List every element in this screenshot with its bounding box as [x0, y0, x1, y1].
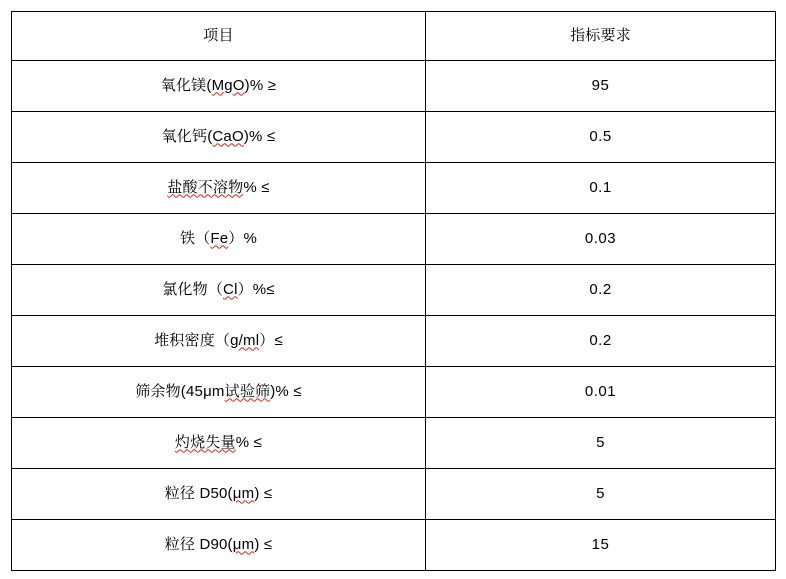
row-item-term: 灼烧失量 [174, 433, 236, 451]
row-item-term: 试验筛 [224, 382, 271, 400]
table-row [12, 61, 776, 112]
row-item-label [12, 418, 426, 469]
row-item-prefix: 氯化物（ [162, 280, 224, 298]
row-item-suffix: )% ≥ [244, 76, 277, 94]
row-item-prefix: 粒径 D50( [164, 484, 233, 502]
row-value: 15 [426, 520, 776, 571]
row-item-prefix: 筛余物(45μm [135, 382, 225, 400]
table-row [12, 316, 776, 367]
table-body [12, 61, 776, 571]
row-value: 0.1 [426, 163, 776, 214]
row-item-label [12, 520, 426, 571]
row-item-term: μm [232, 484, 255, 502]
table-row [12, 163, 776, 214]
table-row [12, 214, 776, 265]
row-item-suffix: )% ≤ [243, 127, 276, 145]
row-value: 0.03 [426, 214, 776, 265]
row-item-prefix: 氧化镁( [160, 76, 212, 94]
row-value: 0.2 [426, 316, 776, 367]
table-row [12, 469, 776, 520]
row-value: 5 [426, 469, 776, 520]
table-row [12, 112, 776, 163]
table-row [12, 367, 776, 418]
table-row [12, 418, 776, 469]
row-item-label [12, 367, 426, 418]
row-value: 95 [426, 61, 776, 112]
row-item-prefix: 铁（ [179, 229, 211, 247]
row-item-term: 盐酸不溶物 [167, 178, 244, 196]
row-value: 0.01 [426, 367, 776, 418]
row-item-prefix: 堆积密度（ [154, 331, 231, 349]
row-item-label [12, 112, 426, 163]
row-item-suffix: ）%≤ [237, 280, 275, 298]
row-item-suffix: ）% [228, 229, 258, 247]
column-header-item: 项目 [12, 12, 426, 61]
row-item-term: Fe [210, 229, 229, 247]
row-item-suffix: % ≤ [235, 433, 263, 451]
row-item-label [12, 61, 426, 112]
row-item-suffix: )% ≤ [270, 382, 302, 400]
column-header-value: 指标要求 [426, 12, 776, 61]
row-item-term: μm [232, 535, 255, 553]
row-item-label [12, 163, 426, 214]
row-item-prefix: 粒径 D90( [164, 535, 233, 553]
row-item-term: Cl [223, 280, 238, 298]
row-item-suffix: ）≤ [259, 331, 283, 349]
row-value: 0.5 [426, 112, 776, 163]
table-row [12, 520, 776, 571]
row-item-term: CaO [212, 127, 244, 145]
row-item-term: MgO [211, 76, 245, 94]
table-row [12, 265, 776, 316]
row-item-label [12, 265, 426, 316]
row-item-prefix: 氧化钙( [161, 127, 213, 145]
table-header-row [12, 12, 776, 61]
row-item-label [12, 316, 426, 367]
row-item-suffix: ) ≤ [254, 535, 273, 553]
row-value: 5 [426, 418, 776, 469]
specification-table [11, 11, 776, 571]
row-item-term: g/ml [230, 331, 260, 349]
row-item-label [12, 469, 426, 520]
row-item-suffix: ) ≤ [254, 484, 273, 502]
row-value: 0.2 [426, 265, 776, 316]
row-item-suffix: % ≤ [243, 178, 270, 196]
row-item-label [12, 214, 426, 265]
